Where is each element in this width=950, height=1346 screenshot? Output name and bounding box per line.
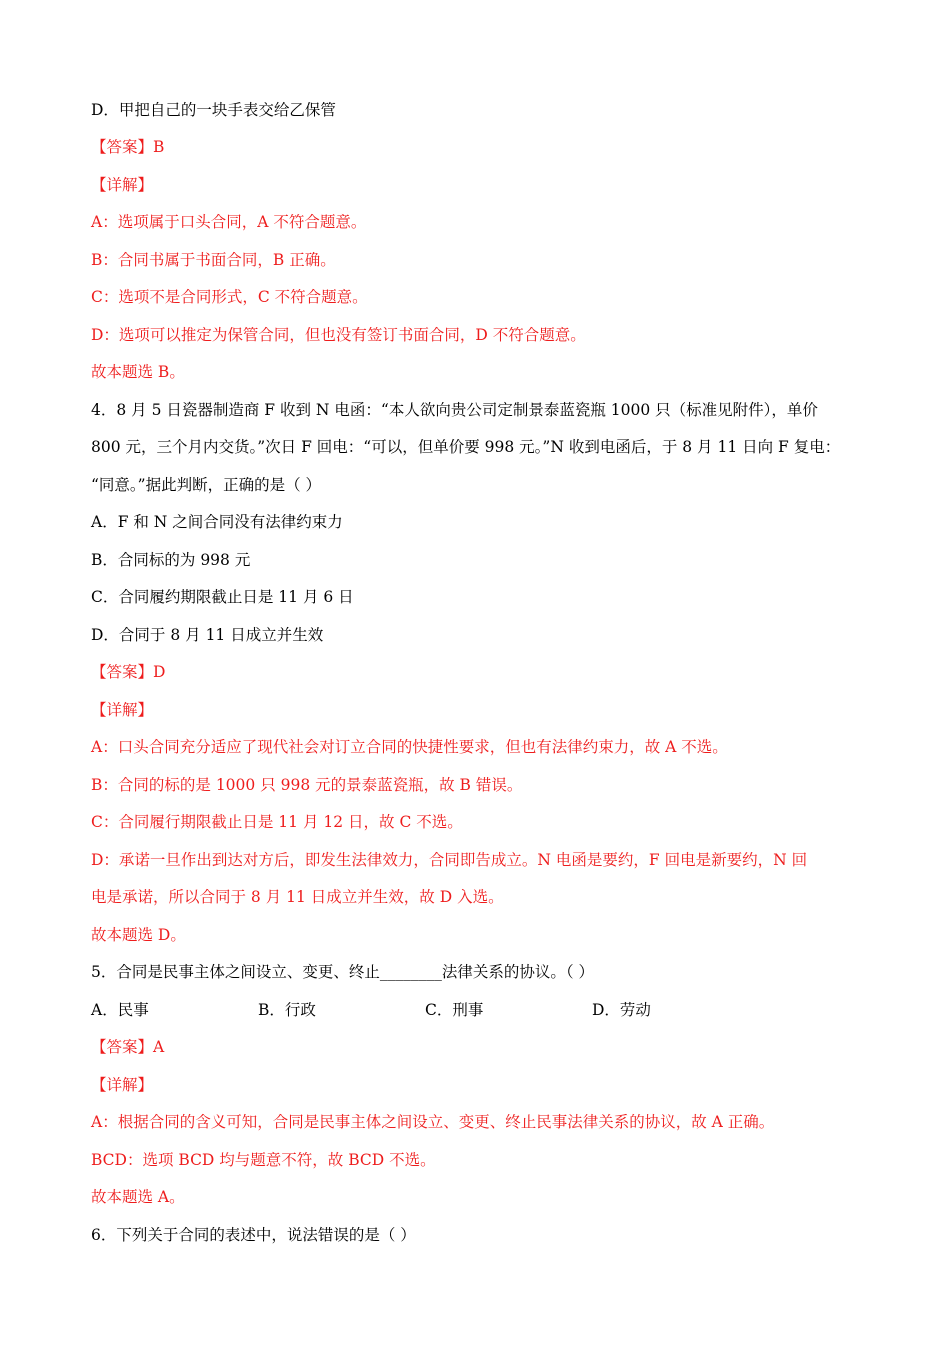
- q4-conclusion: 故本题选 D。: [91, 926, 186, 944]
- q4-option-d: D．合同于 8 月 11 日成立并生效: [91, 626, 324, 644]
- q3-explanation-d: D：选项可以推定为保管合同，但也没有签订书面合同，D 不符合题意。: [91, 326, 586, 344]
- q4-explanation-c: C：合同履行期限截止日是 11 月 12 日，故 C 不选。: [91, 813, 463, 831]
- q4-explanation-d-line-1: D：承诺一旦作出到达对方后，即发生法律效力，合同即告成立。N 电函是要约，F 回电是新要约，N 回: [91, 851, 808, 869]
- q5-option-d: D．劳动: [592, 1001, 651, 1019]
- q5-explanation-bcd: BCD：选项 BCD 均与题意不符，故 BCD 不选。: [91, 1151, 436, 1169]
- q4-explanation-a: A：口头合同充分适应了现代社会对订立合同的快捷性要求，但也有法律约束力，故 A 不选。: [91, 738, 728, 756]
- q4-explanation-b: B：合同的标的是 1000 只 998 元的景泰蓝瓷瓶，故 B 错误。: [91, 776, 523, 794]
- q3-explanation-b: B：合同书属于书面合同，B 正确。: [91, 251, 336, 269]
- q5-option-c: C．刑事: [425, 1001, 484, 1019]
- q5-conclusion: 故本题选 A。: [91, 1188, 185, 1206]
- q4-stem-line-2: 800 元，三个月内交货。”次日 F 回电：“可以，但单价要 998 元。”N 收到电函后，于 8 月 11 日向 F 复电：: [91, 438, 841, 456]
- q5-explanation-a: A：根据合同的含义可知，合同是民事主体之间设立、变更、终止民事法律关系的协议，故 A 正确。: [91, 1113, 775, 1131]
- q5-stem: 5．合同是民事主体之间设立、变更、终止________法律关系的协议。（ ）: [91, 963, 595, 981]
- q4-option-c: C．合同履约期限截止日是 11 月 6 日: [91, 588, 354, 606]
- q3-explanation-a: A：选项属于口头合同，A 不符合题意。: [91, 213, 367, 231]
- q3-detail-label: 【详解】: [91, 176, 154, 194]
- q4-option-b: B．合同标的为 998 元: [91, 551, 251, 569]
- q5-option-a: A．民事: [91, 1001, 149, 1019]
- q5-answer: 【答案】A: [91, 1038, 165, 1056]
- q3-answer: 【答案】B: [91, 138, 165, 156]
- q4-explanation-d-line-2: 电是承诺，所以合同于 8 月 11 日成立并生效，故 D 入选。: [91, 888, 504, 906]
- q5-option-b: B．行政: [258, 1001, 316, 1019]
- q4-stem-line-1: 4．8 月 5 日瓷器制造商 F 收到 N 电函：“本人欲向贵公司定制景泰蓝瓷瓶 1000 只（标准见附件），单价: [91, 401, 818, 419]
- q3-option-d: D．甲把自己的一块手表交给乙保管: [91, 101, 336, 119]
- q4-detail-label: 【详解】: [91, 701, 154, 719]
- q6-stem: 6．下列关于合同的表述中，说法错误的是（ ）: [91, 1226, 416, 1244]
- q5-detail-label: 【详解】: [91, 1076, 154, 1094]
- q4-stem-line-3: “同意。”据此判断，正确的是（ ）: [91, 476, 322, 494]
- q4-answer: 【答案】D: [91, 663, 166, 681]
- q3-conclusion: 故本题选 B。: [91, 363, 185, 381]
- q4-option-a: A．F 和 N 之间合同没有法律约束力: [91, 513, 343, 531]
- q3-explanation-c: C：选项不是合同形式，C 不符合题意。: [91, 288, 368, 306]
